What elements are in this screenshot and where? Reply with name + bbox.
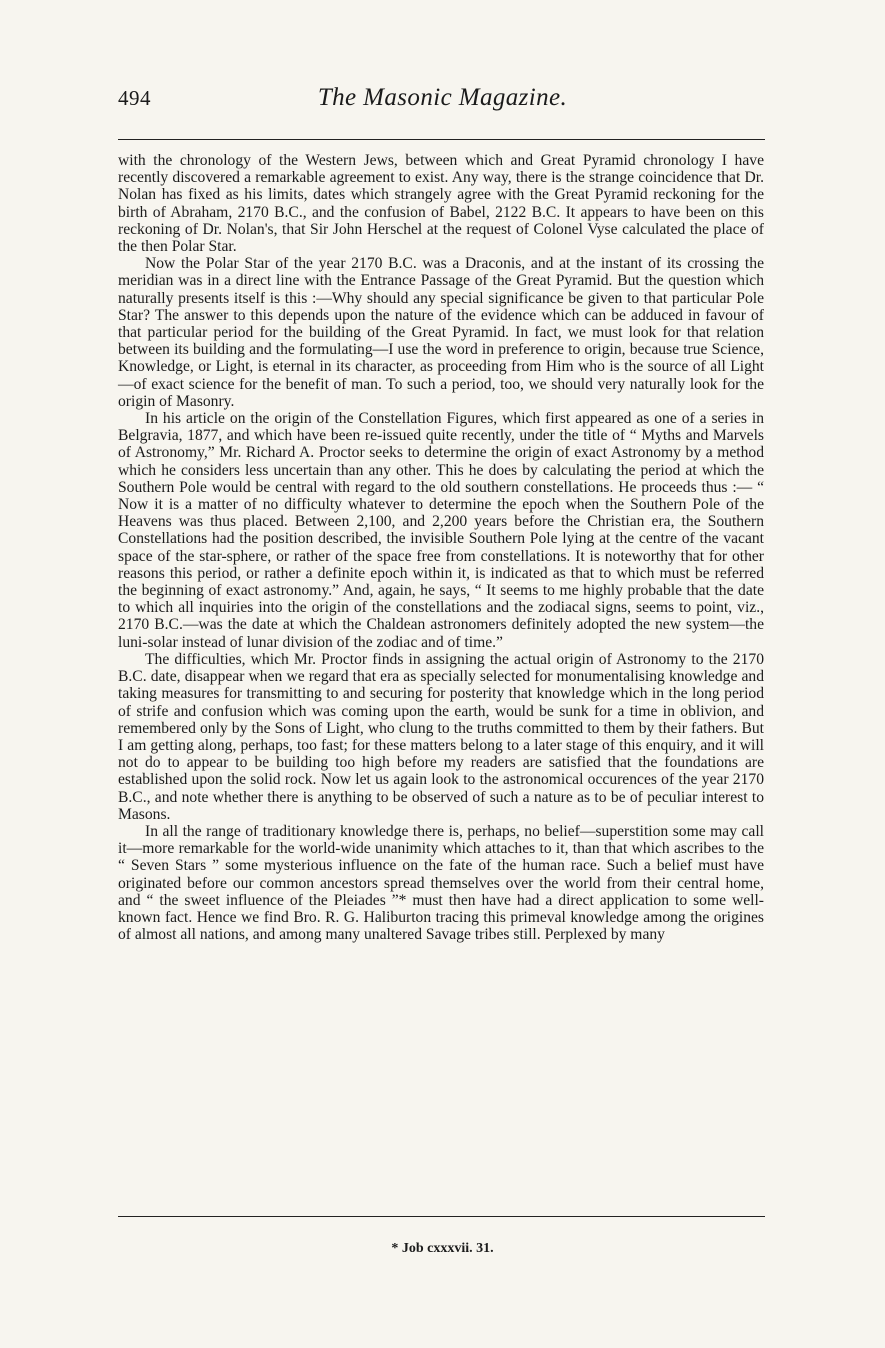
paragraph: In all the range of traditionary knowledge there is, perhaps, no belief—superstition some may call it—more remarkable for the world-wide unanimity which attaches to it, than that which ascribes to the “ Seven Stars ” some mysterious influence on the fate of the human race. Such a belief must have originated before our common ancestors spread themselves over the world from their central home, and “ the sweet influence of the Pleiades ”* must then have had a direct application to some well-known fact. Hence we find Bro. R. G. Haliburton tracing this primeval knowledge among the origines of almost all nations, and among many unaltered Savage tribes still. Perplexed by many (118, 822, 764, 944)
article-body (118, 152, 764, 943)
header-rule (118, 139, 765, 140)
page-number: 494 (118, 86, 151, 110)
paragraph: Now the Polar Star of the year 2170 B.C. was a Draconis, and at the instant of its crossing the meridian was in a direct line with the Entrance Passage of the Great Pyramid. But the question which naturally presents itself is this :—Why should any special significance be given to that particular Pole Star? The answer to this depends upon the nature of the evidence which can be adduced in favour of that particular period for the building of the Great Pyramid. In fact, we must look for that relation between its building and the formulating—I use the word in preference to origin, because true Science, Knowledge, or Light, is eternal in its character, as proceeding from Him who is the source of all Light—of exact science for the benefit of man. To such a period, too, we should very naturally look for the origin of Masonry. (118, 255, 764, 410)
running-title: The Masonic Magazine. (317, 84, 568, 111)
paragraph: with the chronology of the Western Jews, between which and Great Pyramid chronology I have recently discovered a remarkable agreement to exist. Any way, there is the strange coincidence that Dr. Nolan has fixed as his limits, dates which strangely agree with the Great Pyramid reckoning for the birth of Abraham, 2170 B.C., and the confusion of Babel, 2122 B.C. It appears to have been on this reckoning of Dr. Nolan's, that Sir John Herschel at the request of Colonel Vyse calculated the place of the then Polar Star. (118, 152, 764, 256)
paragraph: The difficulties, which Mr. Proctor finds in assigning the actual origin of Astronomy to the 2170 B.C. date, disappear when we regard that era as specially selected for monumentalising knowledge and taking measures for transmitting to and securing for posterity that knowledge which in the long period of strife and confusion which was coming upon the earth, would be sunk for a time in oblivion, and remembered only by the Sons of Light, who clung to the truths committed to them by their fathers. But I am getting along, perhaps, too fast; for these matters belong to a later stage of this enquiry, and it will not do to appear to be building too high before my readers are satisfied that the foundations are established upon the solid rock. Now let us again look to the astronomical occurences of the year 2170 B.C., and note whether there is anything to be observed of such a nature as to be of peculiar interest to Masons. (118, 650, 764, 823)
paragraph: In his article on the origin of the Constellation Figures, which first appeared as one of a series in Belgravia, 1877, and which have been re-issued quite recently, under the title of “ Myths and Marvels of Astronomy,” Mr. Richard A. Proctor seeks to determine the origin of exact Astronomy by a method which he considers less uncertain than any other. This he does by calculating the period at which the Southern Pole would be central with regard to the old southern constellations. He proceeds thus :— “ Now it is a matter of no difficulty whatever to determine the epoch when the Southern Pole of the Heavens was thus placed. Between 2,100, and 2,200 years before the Christian era, the Southern Constellations had the position described, the invisible Southern Pole lying at the centre of the vacant space of the star-sphere, or rather of the space free from constellations. It is noteworthy that for other reasons this period, or rather a definite epoch within it, is indicated as that to which must be referred the beginning of exact astronomy.” And, again, he says, “ It seems to me highly probable that the date to which all inquiries into the origin of the constellations and the zodiacal signs, seems to point, viz., 2170 B.C.—was the date at which the Chaldean astronomers definitely adopted the new system—the luni-solar instead of lunar division of the zodiac and of time.” (118, 410, 764, 651)
footnote-rule (118, 1216, 765, 1217)
footnote: * Job cxxxvii. 31. (391, 1241, 494, 1256)
